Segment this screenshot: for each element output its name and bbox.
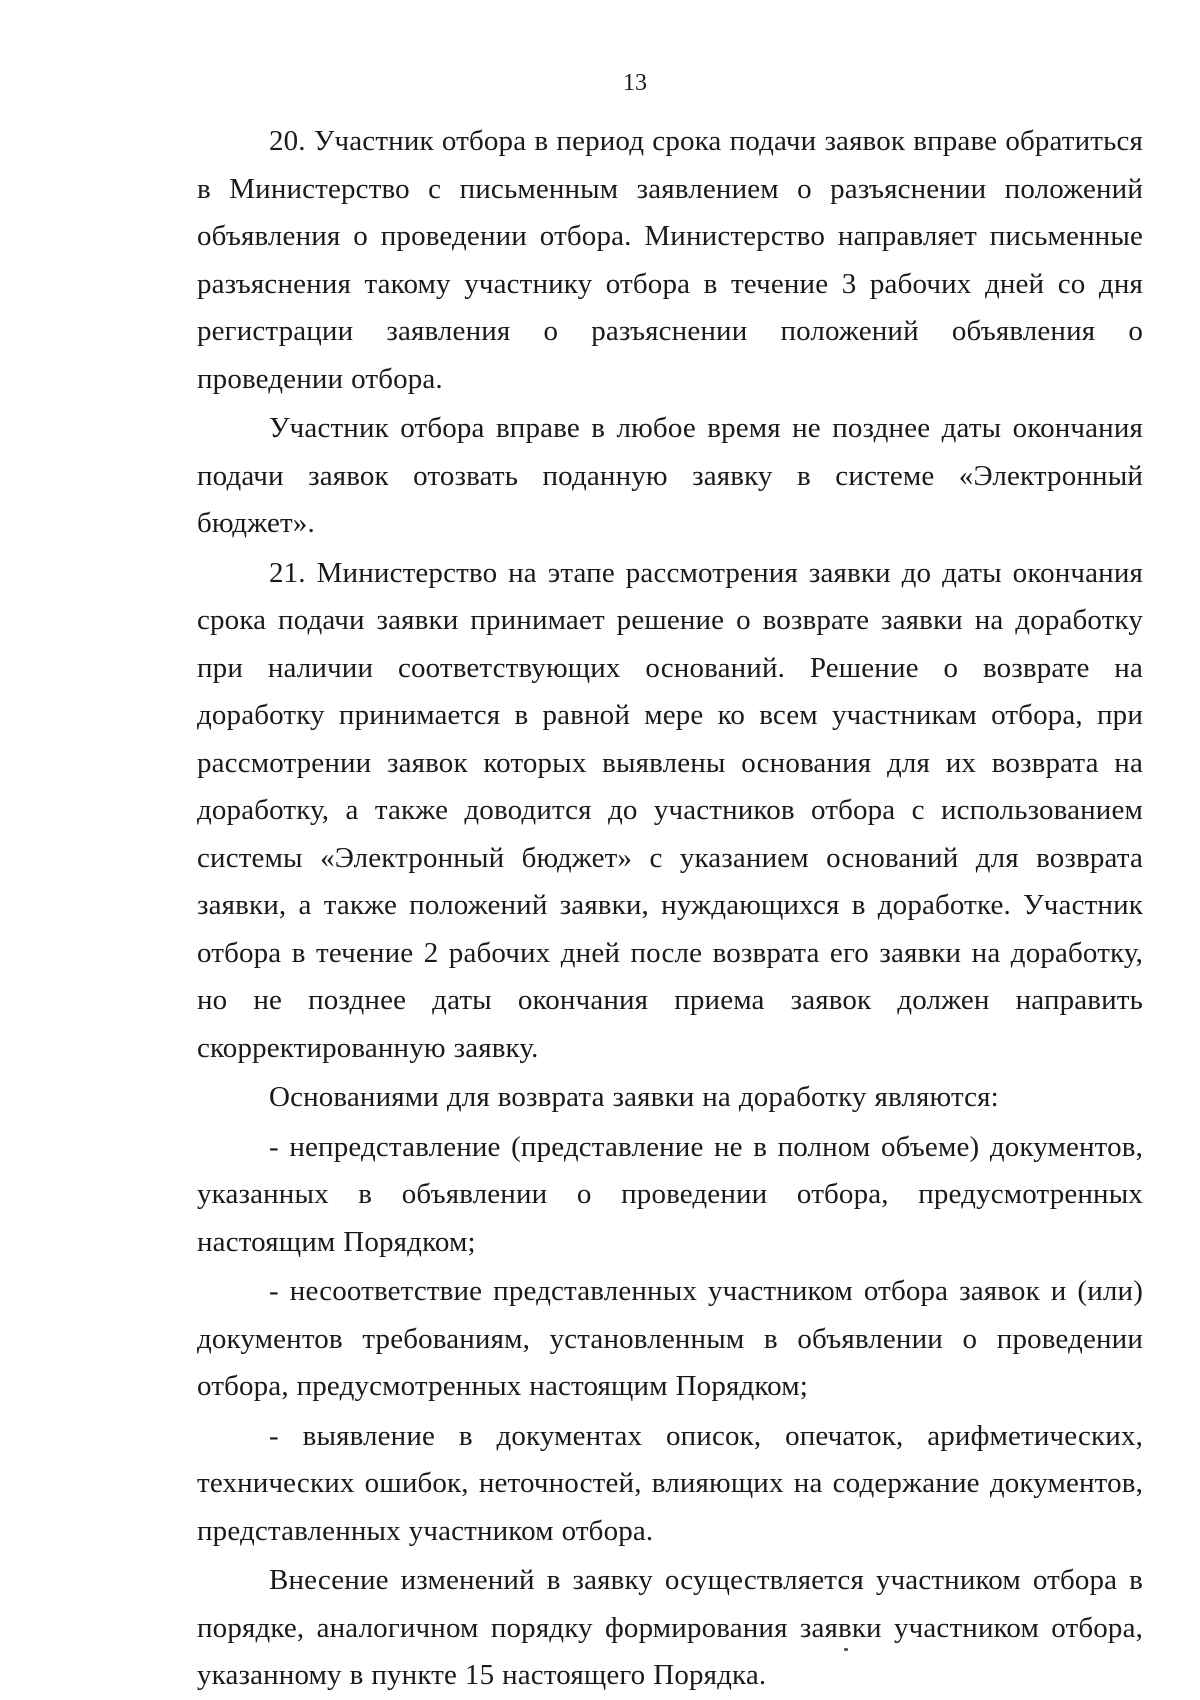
list-item-non-submission: - непредставление (представление не в полном объеме) документов, указанных в объявлении о проведении отбора, предусмотренных настоящим Порядком;: [197, 1130, 1143, 1258]
paragraph-amendments: Внесение изменений в заявку осуществляется участником отбора в порядке, аналогичном порядку формирования заявки участником отбора, указанному в пункте 15 настоящего Порядка.: [197, 1564, 1143, 1691]
list-item-non-compliance: - несоответствие представленных участником отбора заявок и (или) документов требованиям, установленным в объявлении о проведении отбора, предусмотренных настоящим Порядком;: [197, 1275, 1143, 1402]
paragraph-grounds-intro: Основаниями для возврата заявки на доработку являются:: [269, 1081, 999, 1113]
list-item-errors: - выявление в документах описок, опечаток, арифметических, технических ошибок, неточностей, влияющих на содержание документов, представленных участником отбора.: [197, 1419, 1143, 1547]
paragraph-21: 21. Министерство на этапе рассмотрения заявки до даты окончания срока подачи заявки принимает решение о возврате заявки на доработку при наличии соответствующих оснований. Решение о возврате на доработку принимается в равной мере ко всем участникам отбора, при рассмотрении заявок которых выявлены основания для их возврата на доработку, а также доводится до участников отбора с использованием системы «Электронный бюджет» с указанием оснований для возврата заявки, а также положений заявки, нуждающихся в доработке. Участник отбора в течение 2 рабочих дней после возврата его заявки на доработку, но не позднее даты окончания приема заявок должен направить скорректированную заявку.: [197, 556, 1143, 1064]
paragraph-20: 20. Участник отбора в период срока подачи заявок вправе обратиться в Министерство с письменным заявлением о разъяснении положений объявления о проведении отбора. Министерство направляет письменные разъяснения такому участнику отбора в течение 3 рабочих дней со дня регистрации заявления о разъяснении положений объявления о проведении отбора.: [197, 125, 1143, 395]
page-number: 13: [623, 70, 647, 96]
paragraph-withdraw-application: Участник отбора вправе в любое время не позднее даты окончания подачи заявок отозвать поданную заявку в системе «Электронный бюджет».: [197, 412, 1143, 539]
document-body: [197, 118, 1143, 1700]
scan-artifact: [844, 1648, 848, 1651]
